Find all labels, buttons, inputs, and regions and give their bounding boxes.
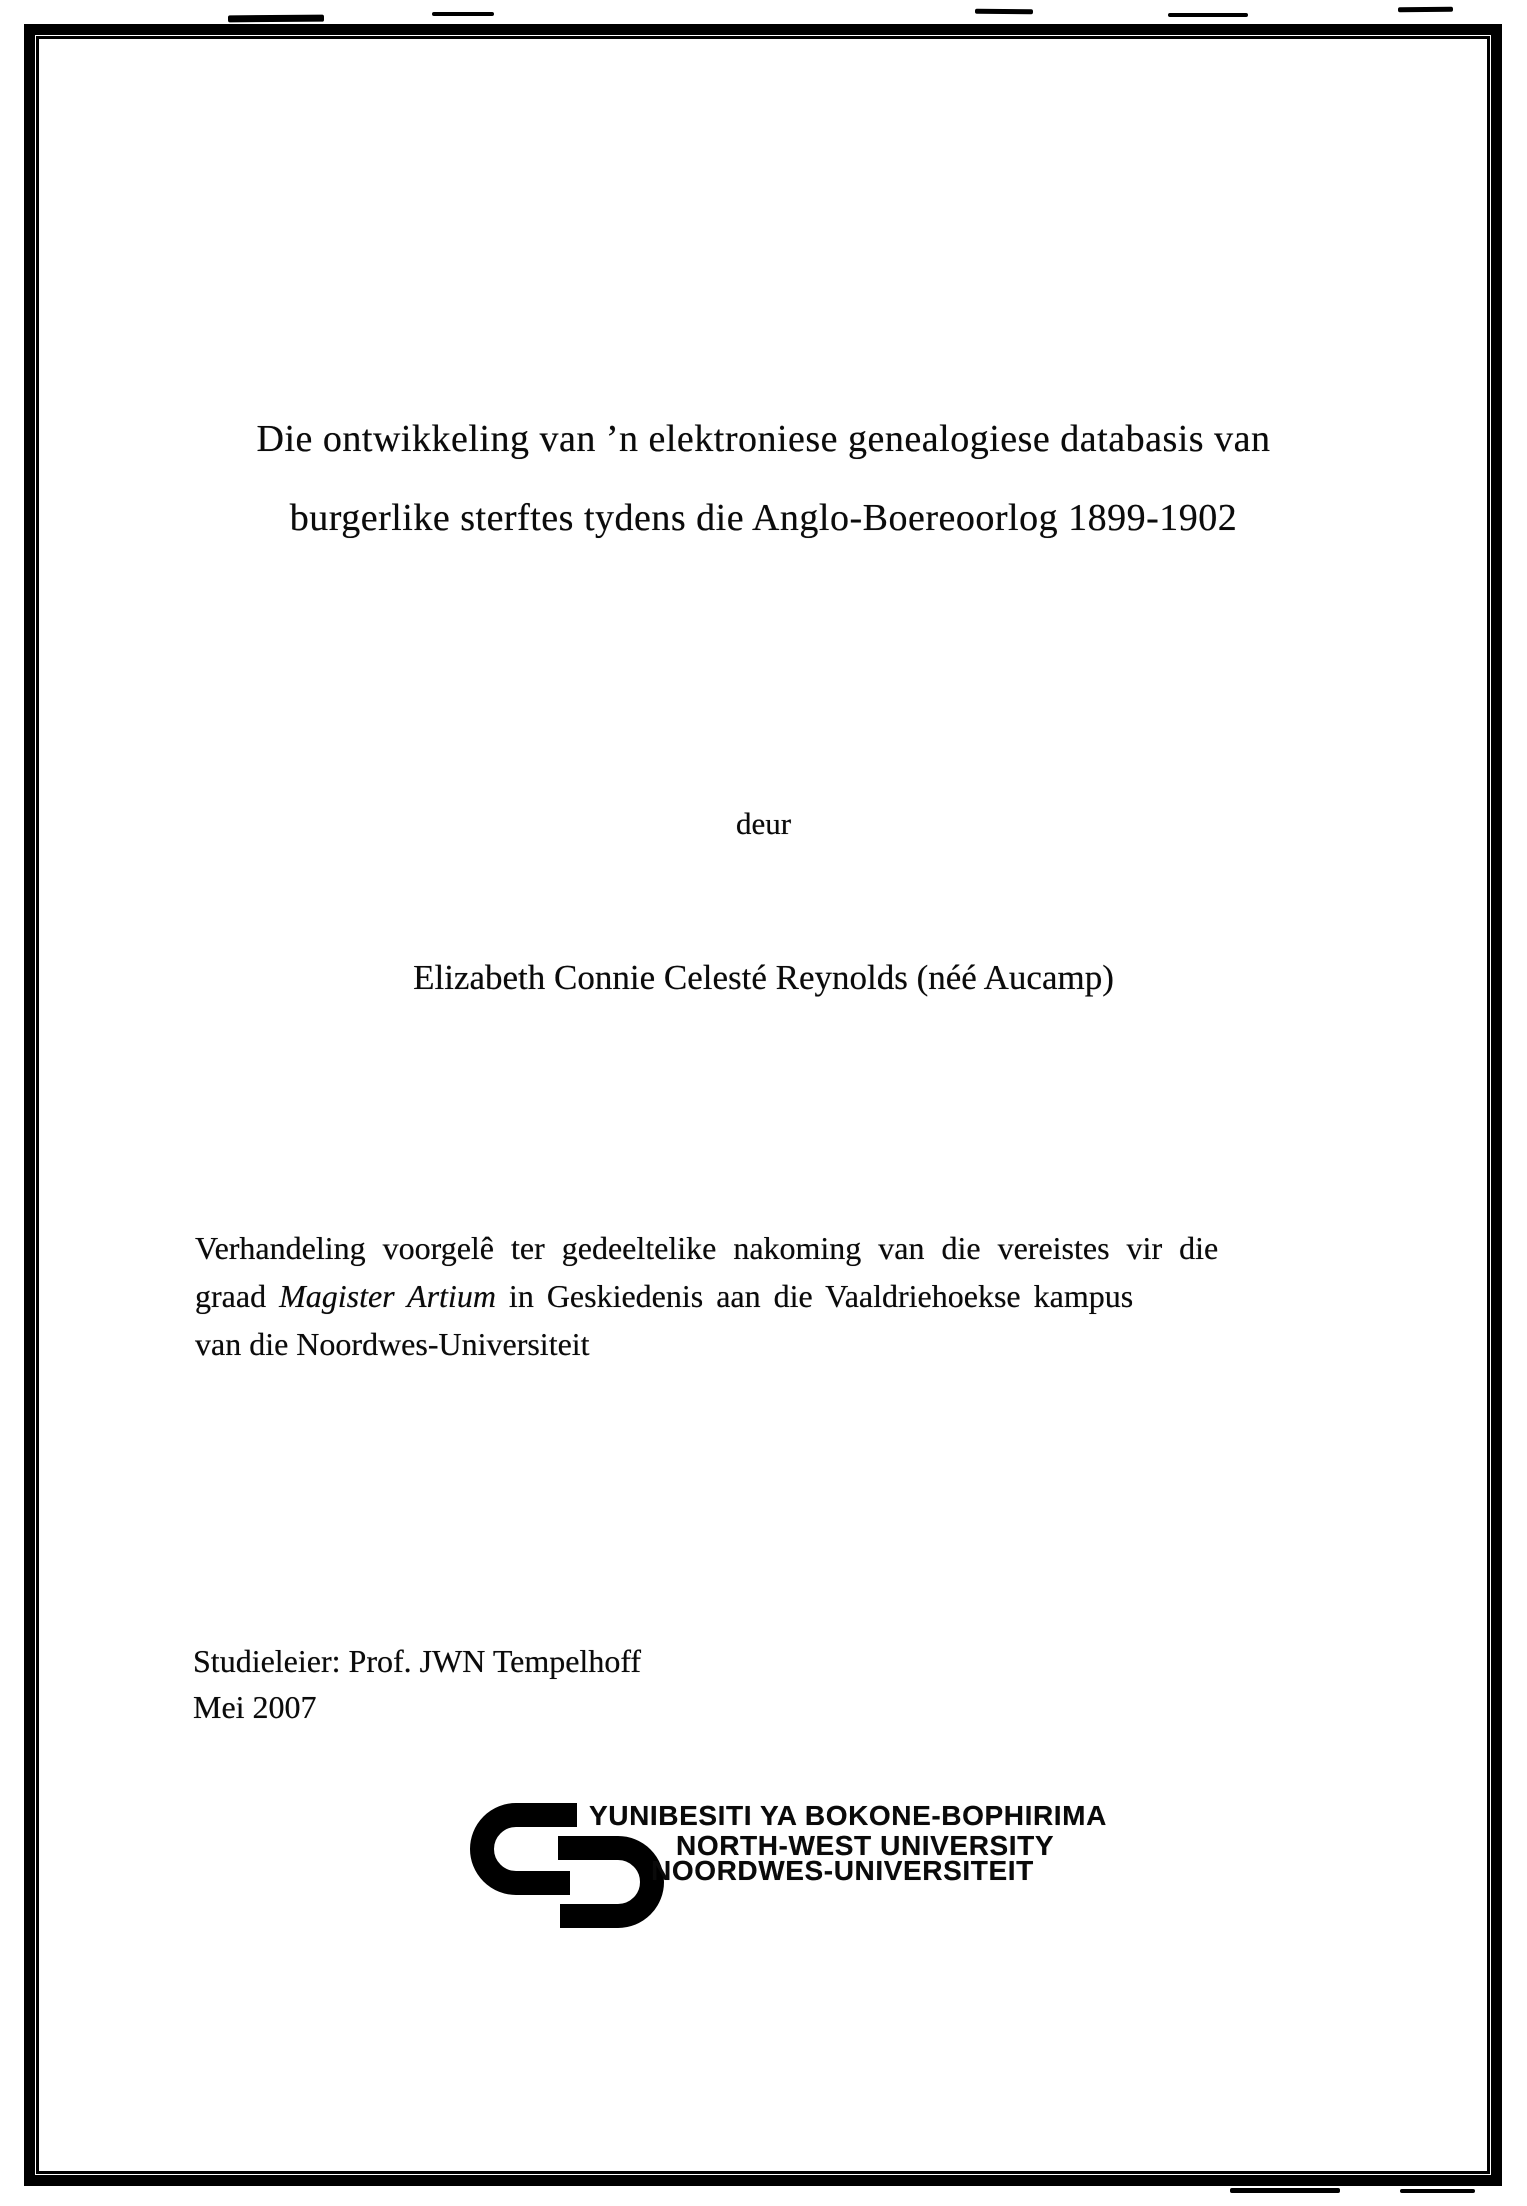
thesis-title-line2: burgerlike sterftes tydens die Anglo-Boereoorlog 1899-1902 (289, 497, 1238, 539)
thesis-title-line1: Die ontwikkeling van ’n elektroniese genealogiese databasis van (256, 418, 1271, 460)
date-line: Mei 2007 (193, 1689, 317, 1725)
supervisor-block (193, 1638, 641, 1730)
university-logo (470, 1797, 1110, 1942)
degree-statement (195, 1224, 1345, 1368)
scan-artifact (975, 9, 1033, 15)
thesis-title (0, 400, 1527, 558)
degree-statement-line2-pre: graad (195, 1278, 280, 1314)
scan-artifact (1168, 13, 1248, 17)
degree-statement-line1: Verhandeling voorgelê ter gedeeltelike nakoming van die vereistes vir die (195, 1230, 1219, 1266)
degree-name-italic: Magister Artium (279, 1278, 496, 1314)
scan-artifact (1400, 2189, 1475, 2193)
supervisor-line: Studieleier: Prof. JWN Tempelhoff (193, 1643, 642, 1679)
degree-statement-line2-post: in Geskiedenis aan die Vaaldriehoekse kampus (495, 1278, 1134, 1314)
logo-text-english: NORTH-WEST UNIVERSITY (676, 1830, 1055, 1861)
author-name: Elizabeth Connie Celesté Reynolds (néé Aucamp) (413, 958, 1114, 997)
logo-text-setswana: YUNIBESITI YA BOKONE-BOPHIRIMA (589, 1800, 1107, 1831)
byline-label: deur (735, 806, 792, 841)
logo-text-afrikaans: NOORDWES-UNIVERSITEIT (651, 1855, 1034, 1886)
scan-artifact (228, 15, 324, 23)
degree-statement-line3: van die Noordwes-Universiteit (195, 1326, 590, 1362)
degree-statement-line2 (195, 1272, 1345, 1320)
scan-artifact (432, 12, 494, 16)
scan-artifact (1230, 2188, 1340, 2193)
scan-artifact (1398, 7, 1453, 13)
